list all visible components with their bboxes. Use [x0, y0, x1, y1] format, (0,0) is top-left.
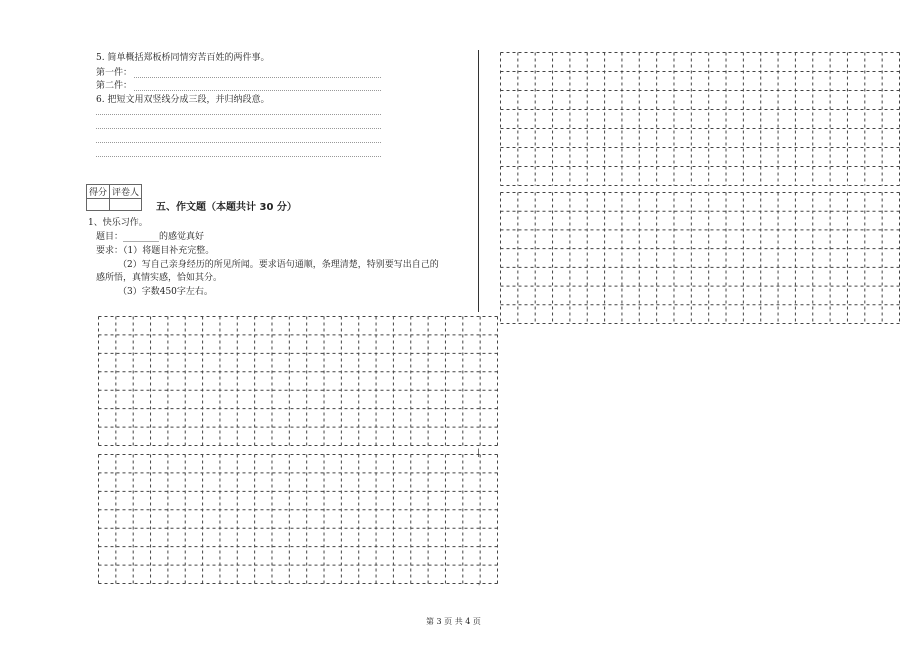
score-label: 得分	[87, 185, 110, 199]
writing-grid-right-bottom[interactable]	[500, 192, 900, 324]
question-5: 5. 简单概括郑板桥同情穷苦百姓的两件事。	[96, 53, 270, 63]
section-title: 五、作文题（本题共计 30 分）	[156, 202, 297, 213]
writing-grid-right-top[interactable]	[500, 52, 900, 186]
grader-cell[interactable]	[110, 199, 142, 211]
score-cell[interactable]	[87, 199, 110, 211]
essay-requirement-2-cont: 感所悟，真情实感，恰如其分。	[96, 273, 223, 283]
writing-grid-left-bottom[interactable]	[98, 454, 498, 584]
margin-dot: '	[478, 582, 481, 591]
answer-line-second[interactable]	[134, 90, 381, 91]
essay-requirement-1: 要求：（1）将题目补充完整。	[96, 246, 215, 256]
answer-line-6d[interactable]	[96, 156, 381, 157]
grader-label: 评卷人	[110, 185, 142, 199]
essay-requirement-3: （3）字数450字左右。	[118, 287, 213, 297]
writing-grid-left-top[interactable]	[98, 316, 498, 446]
answer-line-6a[interactable]	[96, 114, 381, 115]
second-label: 第二件：	[96, 81, 133, 91]
column-divider	[478, 50, 479, 312]
margin-tick: |	[477, 448, 480, 457]
page-number: 第 3 页 共 4 页	[426, 617, 481, 626]
answer-line-first[interactable]	[134, 77, 381, 78]
essay-item: 1、快乐习作。	[88, 218, 148, 228]
answer-line-6c[interactable]	[96, 142, 381, 143]
essay-requirement-2: （2）写自己亲身经历的所见所闻。要求语句通顺，条理清楚，特别要写出自己的	[118, 260, 439, 270]
first-label: 第一件：	[96, 68, 133, 78]
answer-line-6b[interactable]	[96, 128, 381, 129]
essay-topic: 题目：________的感觉真好	[96, 232, 205, 242]
score-box	[86, 184, 142, 211]
question-6: 6. 把短文用双竖线分成三段，并归纳段意。	[96, 95, 270, 105]
